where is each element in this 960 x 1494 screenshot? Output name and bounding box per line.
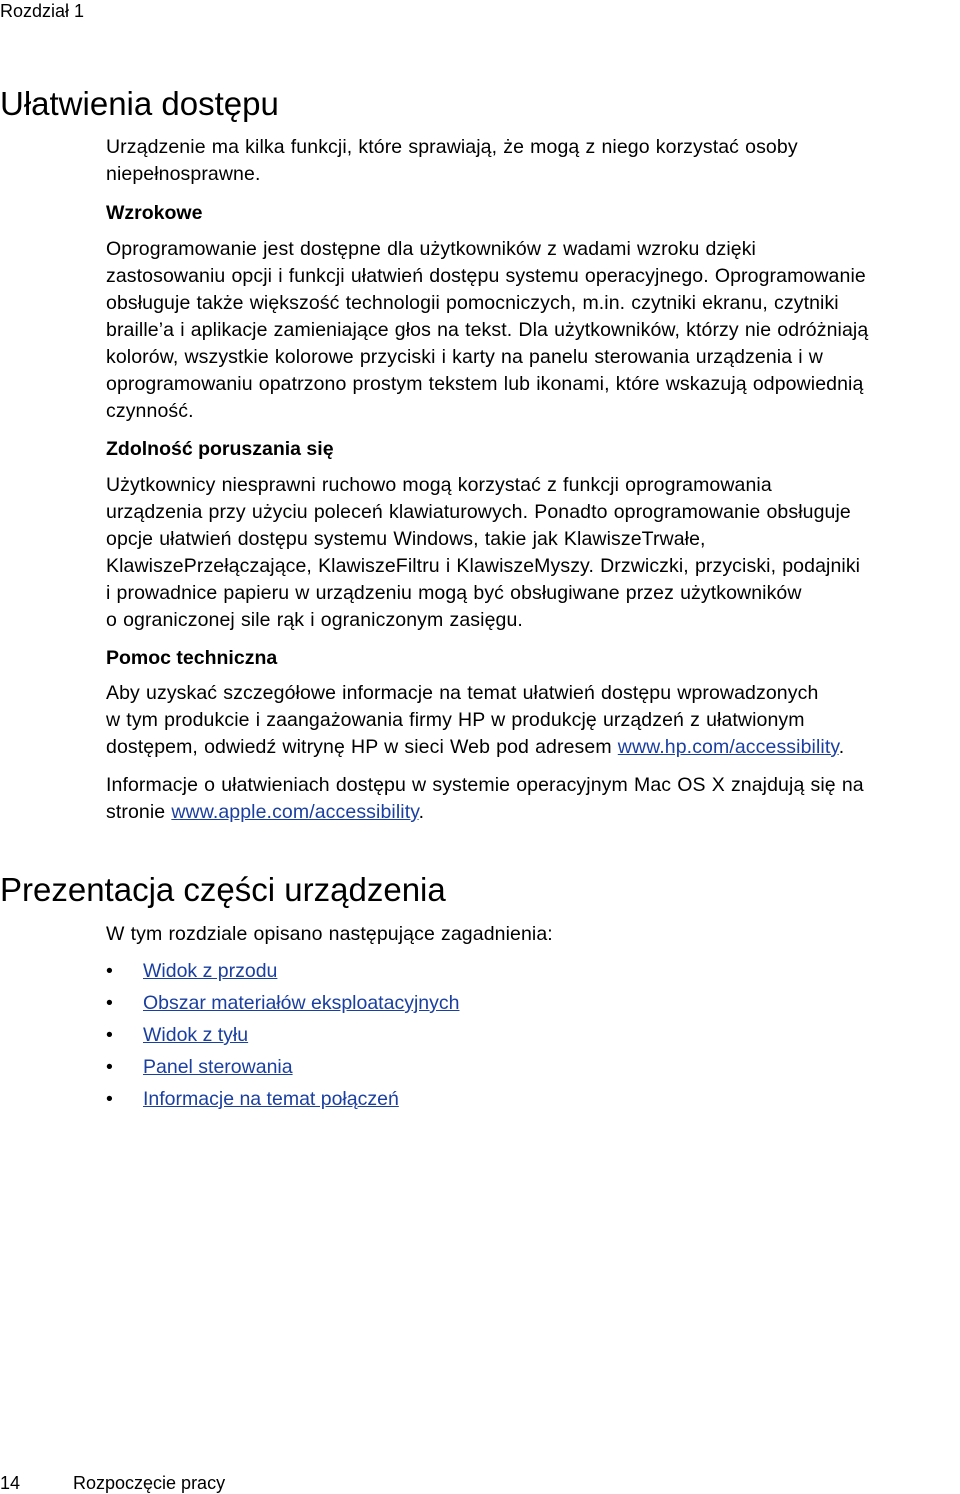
text-line: obsługuje także większość technologii pomocniczych, m.in. czytniki ekranu, czytniki bbox=[106, 292, 839, 314]
topic-link-back-view[interactable]: Widok z tyłu bbox=[143, 1024, 249, 1046]
hp-accessibility-link[interactable]: www.hp.com/accessibility bbox=[617, 736, 839, 758]
subheading-visual: Wzrokowe bbox=[106, 202, 203, 224]
text-period: . bbox=[418, 801, 425, 823]
topic-link-connection-info[interactable]: Informacje na temat połączeń bbox=[143, 1088, 399, 1110]
overview-intro: W tym rozdziale opisano następujące zagadnienia: bbox=[106, 923, 553, 945]
topic-list bbox=[106, 956, 459, 1116]
topic-link-supplies-area[interactable]: Obszar materiałów eksploatacyjnych bbox=[143, 992, 460, 1014]
list-item bbox=[106, 956, 459, 988]
bullet-icon: • bbox=[106, 1024, 113, 1046]
bullet-icon: • bbox=[106, 1088, 113, 1110]
footer-chapter-title: Rozpoczęcie pracy bbox=[73, 1473, 226, 1493]
topic-link-control-panel[interactable]: Panel sterowania bbox=[143, 1056, 293, 1078]
list-item bbox=[106, 988, 459, 1020]
subheading-support: Pomoc techniczna bbox=[106, 647, 278, 669]
text-line: braille’a i aplikacje zamieniające głos na tekst. Dla użytkowników, którzy nie odróżniają bbox=[106, 319, 869, 341]
page-number: 14 bbox=[0, 1473, 21, 1493]
text-line: o ograniczonej sile rąk i ograniczonym zasięgu. bbox=[106, 609, 523, 631]
topic-link-front-view[interactable]: Widok z przodu bbox=[143, 960, 278, 982]
text-line: oprogramowaniu opatrzono prostym tekstem lub ikonami, które wskazują odpowiednią bbox=[106, 373, 864, 395]
list-item bbox=[106, 1084, 459, 1116]
text-line: KlawiszePrzełączające, KlawiszeFiltru i KlawiszeMyszy. Drzwiczki, przyciski, podajniki bbox=[106, 555, 861, 577]
section-title-accessibility: Ułatwienia dostępu bbox=[0, 85, 279, 122]
text-line: urządzenia przy użyciu poleceń klawiaturowych. Ponadto oprogramowanie obsługuje bbox=[106, 501, 851, 523]
support-paragraph-hp bbox=[106, 680, 958, 761]
text-line: opcje ułatwień dostępu systemu Windows, takie jak KlawiszeTrwałe, bbox=[106, 528, 706, 550]
mobility-paragraph bbox=[106, 472, 958, 634]
text-line: niepełnosprawne. bbox=[106, 163, 261, 185]
section-title-overview: Prezentacja części urządzenia bbox=[0, 871, 446, 908]
subheading-mobility: Zdolność poruszania się bbox=[106, 438, 334, 460]
list-item bbox=[106, 1052, 459, 1084]
text-line: dostępem, odwiedź witrynę HP w sieci Web pod adresem bbox=[106, 736, 618, 758]
text-line: kolorów, wszystkie kolorowe przyciski i karty na panelu sterowania urządzenia i w bbox=[106, 346, 823, 368]
text-line: Aby uzyskać szczegółowe informacje na temat ułatwień dostępu wprowadzonych bbox=[106, 682, 819, 704]
text-line: Oprogramowanie jest dostępne dla użytkowników z wadami wzroku dzięki bbox=[106, 238, 756, 260]
accessibility-intro bbox=[106, 134, 958, 188]
text-line: Użytkownicy niesprawni ruchowo mogą korzystać z funkcji oprogramowania bbox=[106, 474, 772, 496]
text-line: Urządzenie ma kilka funkcji, które sprawiają, że mogą z niego korzystać osoby bbox=[106, 136, 798, 158]
visual-paragraph bbox=[106, 236, 958, 425]
support-paragraph-apple bbox=[106, 772, 958, 826]
text-line: w tym produkcie i zaangażowania firmy HP w produkcję urządzeń z ułatwionym bbox=[106, 709, 805, 731]
text-line: Informacje o ułatwieniach dostępu w systemie operacyjnym Mac OS X znajdują się na bbox=[106, 774, 864, 796]
bullet-icon: • bbox=[106, 1056, 113, 1078]
text-line: i prowadnice papieru w urządzeniu mogą być obsługiwane przez użytkowników bbox=[106, 582, 802, 604]
running-header: Rozdział 1 bbox=[0, 1, 85, 21]
bullet-icon: • bbox=[106, 992, 113, 1014]
apple-accessibility-link[interactable]: www.apple.com/accessibility bbox=[171, 801, 419, 823]
bullet-icon: • bbox=[106, 960, 113, 982]
text-line: czynność. bbox=[106, 400, 194, 422]
text-line: zastosowaniu opcji i funkcji ułatwień dostępu systemu operacyjnego. Oprogramowanie bbox=[106, 265, 866, 287]
list-item bbox=[106, 1020, 459, 1052]
text-period: . bbox=[838, 736, 845, 758]
text-line: stronie bbox=[106, 801, 172, 823]
